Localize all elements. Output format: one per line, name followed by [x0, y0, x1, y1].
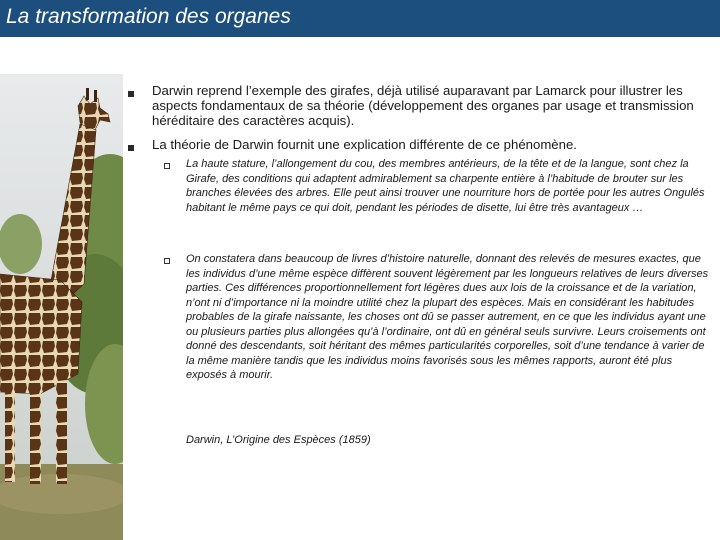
- slide-title: La transformation des organes: [6, 5, 291, 28]
- sub-bullet-marker-2: [164, 258, 170, 264]
- title-bar: [0, 0, 720, 37]
- sub-bullet-marker-1: [164, 163, 170, 169]
- giraffe-photo-icon: [0, 74, 123, 540]
- citation: Darwin, L’Origine des Espèces (1859): [186, 434, 371, 446]
- quote-text-1: La haute stature, l’allongement du cou, des membres antérieurs, de la tête et de la langue, sont chez la Girafe, des conditions qui adaptent admirablement sa charpente entière à l’habitude de brouter sur les branches élevées des arbres. Elle peut ainsi trouver une nourriture hors de portée pour les autres Ongulés habitant le même pays ce qui doit, pendant les périodes de disette, lui être très avantageux …: [186, 158, 705, 214]
- bullet-marker-2: [128, 145, 134, 151]
- bullet-marker-1: [128, 91, 134, 97]
- bullet-text-1: Darwin reprend l’exemple des girafes, déjà utilisé auparavant par Lamarck pour illustrer les aspects fondamentaux de sa théorie (développement des organes par usage et transmission héréditaire des caractères acquis).: [152, 83, 694, 129]
- giraffe-photo: [0, 74, 123, 540]
- quote-text-2: On constatera dans beaucoup de livres d’histoire naturelle, donnant des relevés de mesures exactes, que les individus d’une même espèce diffèrent souvent légèrement par les longueurs relatives de leurs diverses parties. Ces différences proportionnellement fort légères dues aux lois de la croissance et de la variation, n’ont ni d’importance ni la moindre utilité chez la plupart des espèces. Mais en considérant les habitudes probables de la girafe naissante, les choses ont dû se passer autrement, en ce que les individus ayant une ou plusieurs parties plus allongées qu’à l’ordinaire, ont dû en général seuls survivre. Leurs croisements ont donné des descendants, soit héritant des mêmes particularités corporelles, soit d’une tendance à varier de la même manière tandis que les individus moins favorisés sous les mêmes rapports, auront été plus exposés à mourir.: [186, 253, 709, 381]
- bullet-text-2: La théorie de Darwin fournit une explication différente de ce phénomène.: [152, 137, 577, 152]
